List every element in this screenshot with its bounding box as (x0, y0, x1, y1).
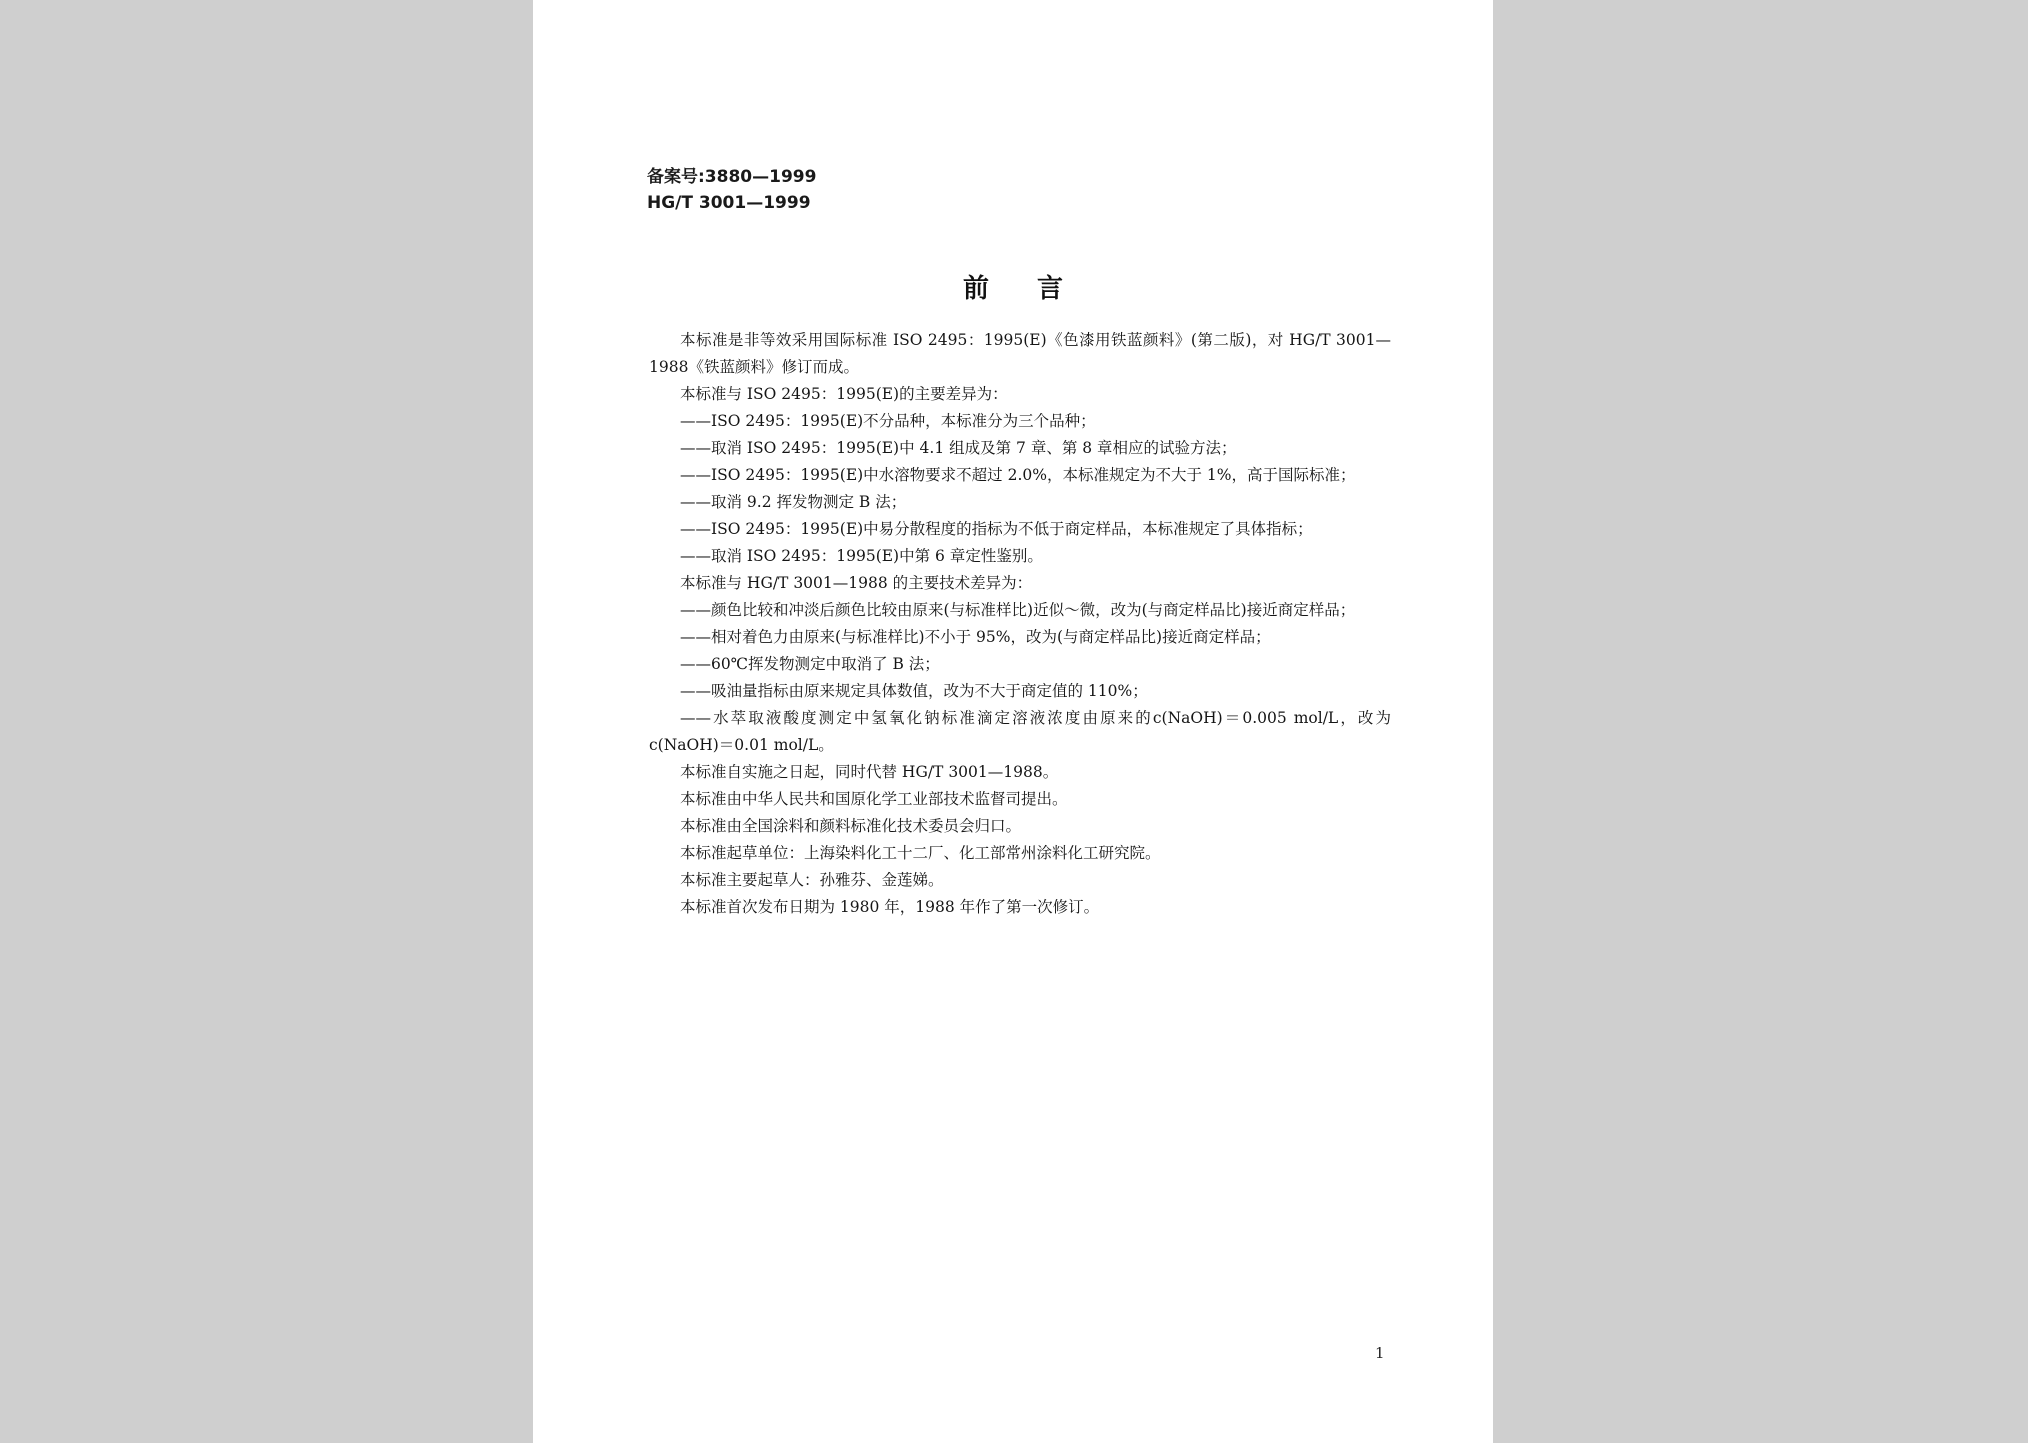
list-item: ——ISO 2495：1995(E)中水溶物要求不超过 2.0%，本标准规定为不大于 1%，高于国际标准； (680, 466, 1356, 484)
list-item: ——水萃取液酸度测定中氢氧化钠标准滴定溶液浓度由原来的c(NaOH)＝0.005 mol/L，改为c(NaOH)＝0.01 mol/L。 (649, 709, 1391, 754)
list-item: ——ISO 2495：1995(E)不分品种，本标准分为三个品种； (680, 412, 1096, 430)
list-item: ——取消 ISO 2495：1995(E)中 4.1 组成及第 7 章、第 8 章相应的试验方法； (680, 439, 1237, 457)
page-number: 1 (1375, 1344, 1385, 1362)
paragraph: 本标准是非等效采用国际标准 ISO 2495：1995(E)《色漆用铁蓝颜料》(第二版)，对 HG/T 3001—1988《铁蓝颜料》修订而成。 (649, 331, 1391, 376)
paragraph: 本标准起草单位：上海染料化工十二厂、化工部常州涂料化工研究院。 (680, 844, 1161, 862)
document-header (647, 164, 816, 216)
paragraph: 本标准由中华人民共和国原化学工业部技术监督司提出。 (680, 790, 1068, 808)
list-item: ——取消 9.2 挥发物测定 B 法； (680, 493, 907, 511)
record-number: 备案号:3880—1999 (647, 167, 817, 187)
list-item: ——60℃挥发物测定中取消了 B 法； (680, 655, 940, 673)
page-title: 前言 (962, 274, 1111, 304)
foreword-body (649, 327, 1391, 921)
list-item: ——ISO 2495：1995(E)中易分散程度的指标为不低于商定样品，本标准规定了具体指标； (680, 520, 1313, 538)
paragraph: 本标准由全国涂料和颜料标准化技术委员会归口。 (680, 817, 1022, 835)
paragraph: 本标准首次发布日期为 1980 年，1988 年作了第一次修订。 (680, 898, 1100, 916)
standard-code: HG/T 3001—1999 (647, 193, 811, 213)
list-item: ——相对着色力由原来(与标准样比)不小于 95%，改为(与商定样品比)接近商定样品； (680, 628, 1271, 646)
list-item: ——颜色比较和冲淡后颜色比较由原来(与标准样比)近似～微，改为(与商定样品比)接近商定样品； (680, 601, 1356, 619)
list-item: ——取消 ISO 2495：1995(E)中第 6 章定性鉴别。 (680, 547, 1043, 565)
paragraph: 本标准与 HG/T 3001—1988 的主要技术差异为： (680, 574, 1033, 592)
paragraph: 本标准自实施之日起，同时代替 HG/T 3001—1988。 (680, 763, 1059, 781)
list-item: ——吸油量指标由原来规定具体数值，改为不大于商定值的 110%； (680, 682, 1148, 700)
paragraph: 本标准与 ISO 2495：1995(E)的主要差异为： (680, 385, 1008, 403)
document-page (533, 0, 1493, 1443)
paragraph: 本标准主要起草人：孙雅芬、金莲娣。 (680, 871, 944, 889)
